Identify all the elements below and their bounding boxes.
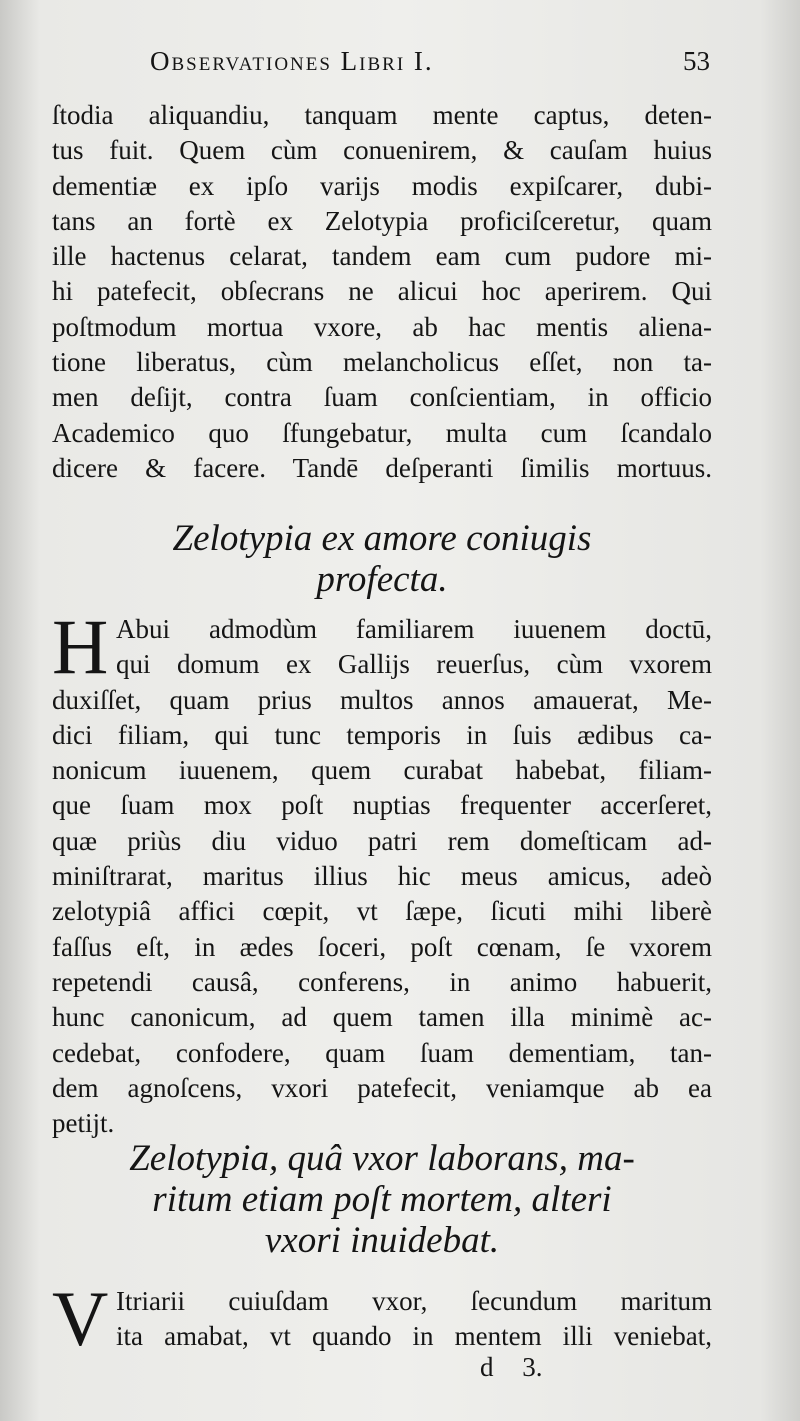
section-heading-1 (52, 518, 712, 600)
text-line: tione liberatus, cùm melancholicus eſſet, non ta- (52, 347, 712, 378)
text-line: Academico quo ſfungebatur, multa cum ſcandalo (52, 417, 712, 448)
text-line: repetendi causâ, conferens, in animo habuerit, (52, 966, 712, 997)
text-line: ita amabat, vt quando in mentem illi veniebat, (116, 1321, 712, 1352)
signature-number: 3. (522, 1352, 543, 1382)
heading-line: ritum etiam poſt mortem, alteri (152, 1179, 612, 1220)
paragraph-3 (52, 1275, 712, 1362)
text-line: men deſijt, contra ſuam conſcientiam, in officio (52, 382, 712, 413)
text-line: poſtmodum mortua vxore, ab hac mentis aliena- (52, 311, 712, 342)
text-line: tans an fortè ex Zelotypia proficiſceretur, quam (52, 205, 712, 236)
text-line: duxiſſet, quam prius multos annos amauerat, Me- (52, 684, 712, 715)
heading-line: Zelotypia ex amore coniugis (172, 518, 592, 559)
text-line: quæ priùs diu viduo patri rem domeſticam ad- (52, 825, 712, 856)
text-line: Abui admodùm familiarem iuuenem doctū, (116, 614, 712, 644)
drop-cap: H (52, 603, 109, 690)
text-line: qui domum ex Gallijs reuerſus, cùm vxorem (116, 649, 712, 680)
text-line: ſtodia aliquandiu, tanquam mente captus, deten- (52, 100, 712, 130)
text-line: cedebat, confodere, quam ſuam dementiam, tan- (52, 1037, 712, 1068)
text-line: miniſtrarat, maritus illius hic meus amicus, adeò (52, 861, 712, 892)
text-line: dici filiam, qui tunc temporis in ſuis ædibus ca- (52, 719, 712, 750)
text-line: faſſus eſt, in ædes ſoceri, poſt cœnam, ſe vxorem (52, 931, 712, 962)
text-line: nonicum iuuenem, quem curabat habebat, filiam- (52, 755, 712, 786)
text-line: Itriarii cuiuſdam vxor, ſecundum maritum (116, 1286, 712, 1316)
text-line: dementiæ ex ipſo varijs modis expiſcarer, dubi- (52, 170, 712, 201)
section-heading-2 (52, 1138, 712, 1261)
text-line: que ſuam mox poſt nuptias frequenter accerſeret, (52, 790, 712, 821)
text-line: dem agnoſcens, vxori patefecit, veniamque ab ea (52, 1072, 712, 1103)
text-line: tus fuit. Quem cùm conuenirem, & cauſam huius (52, 135, 712, 166)
running-head: Observationes Libri I. (150, 46, 434, 76)
page-number: 53 (683, 46, 710, 76)
text-line: zelotypiâ affici cœpit, vt ſæpe, ſicuti mihi liberè (52, 896, 712, 927)
text-line: hunc canonicum, ad quem tamen illa minimè ac- (52, 1002, 712, 1033)
signature-letter: d (480, 1352, 494, 1382)
text-line: dicere & facere. Tandē deſperanti ſimilis mortuus. (52, 452, 712, 483)
signature-mark (480, 1352, 600, 1383)
text-line: petijt. (52, 1108, 115, 1139)
text-line: ille hactenus celarat, tandem eam cum pudore mi- (52, 241, 712, 272)
paragraph-1 (52, 98, 712, 486)
heading-line: profecta. (316, 559, 448, 600)
page-header (150, 46, 710, 86)
heading-line: Zelotypia, quâ vxor laborans, ma- (129, 1138, 635, 1179)
heading-line: vxori inuidebat. (264, 1220, 500, 1261)
drop-cap: V (52, 1275, 109, 1362)
text-line: hi patefecit, obſecrans ne alicui hoc aperirem. Qui (52, 276, 712, 307)
paragraph-2 (52, 603, 712, 1141)
